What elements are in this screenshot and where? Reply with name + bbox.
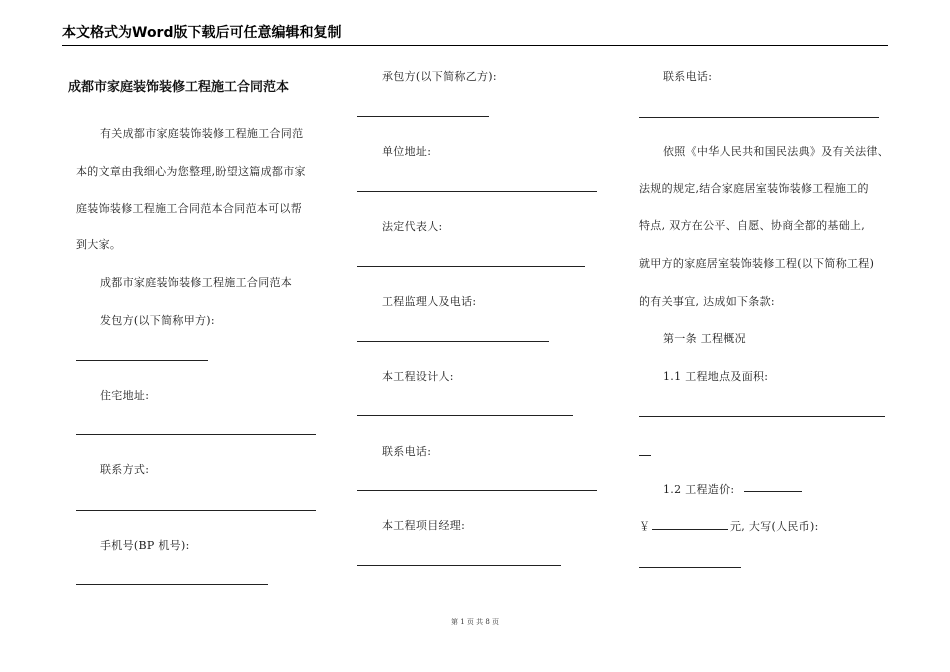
intro-line-4: 到大家。 xyxy=(76,238,122,251)
article-1-heading: 第一条 工程概况 xyxy=(663,332,746,345)
designer-label: 本工程设计人: xyxy=(382,370,454,383)
unit-address-blank xyxy=(357,191,597,192)
party-a-label: 发包方(以下简称甲方): xyxy=(100,314,215,327)
party-b-label: 承包方(以下简称乙方): xyxy=(382,70,497,83)
supervisor-label: 工程监理人及电话: xyxy=(382,295,477,308)
intro-line-3: 庭装饰装修工程施工合同范本合同范本可以帮 xyxy=(76,202,302,215)
legal-rep-blank xyxy=(357,266,585,267)
intro-line-1: 有关成都市家庭装饰装修工程施工合同范 xyxy=(100,127,304,140)
unit-address-label: 单位地址: xyxy=(382,145,432,158)
contact-blank xyxy=(76,510,316,511)
phone-blank-c xyxy=(639,117,879,118)
para-line-5: 的有关事宜, 达成如下条款: xyxy=(639,295,775,308)
para-line-2: 法规的规定,结合家庭居室装饰装修工程施工的 xyxy=(639,182,869,195)
header-title: 本文格式为Word版下载后可任意编辑和复制 xyxy=(62,25,342,41)
para-line-4: 就甲方的家庭居室装饰装修工程(以下简称工程) xyxy=(639,257,875,270)
para-line-3: 特点, 双方在公平、自愿、协商全都的基础上, xyxy=(639,219,866,232)
contact-label: 联系方式: xyxy=(100,463,150,476)
party-a-blank xyxy=(76,360,208,361)
manager-label: 本工程项目经理: xyxy=(382,519,466,532)
page-number: 第 1 页 共 8 页 xyxy=(450,618,500,626)
designer-blank xyxy=(357,415,573,416)
item-1-2-label: 1.2 工程造价: xyxy=(663,483,735,496)
intro-line-2: 本的文章由我细心为您整理,盼望这篇成都市家 xyxy=(76,165,306,178)
item-1-1-blank-cont xyxy=(639,455,651,456)
phone-label-b: 联系电话: xyxy=(382,445,432,458)
mobile-blank xyxy=(76,584,268,585)
home-address-blank xyxy=(76,434,316,435)
yuan-daxie-label: 元, 大写(人民币): xyxy=(730,520,819,533)
supervisor-blank xyxy=(357,341,549,342)
para-line-1: 依照《中华人民共和国民法典》及有关法律、 xyxy=(663,145,889,158)
mobile-label: 手机号(BP 机号): xyxy=(100,539,190,552)
legal-rep-label: 法定代表人: xyxy=(382,220,443,233)
yen-amount-blank xyxy=(652,529,728,530)
page-header xyxy=(62,20,888,46)
manager-blank xyxy=(357,565,561,566)
item-1-1-label: 1.1 工程地点及面积: xyxy=(663,370,769,383)
yen-sign: ￥ xyxy=(639,520,651,533)
party-b-blank xyxy=(357,116,489,117)
contract-subtitle: 成都市家庭装饰装修工程施工合同范本 xyxy=(100,276,293,289)
item-1-2-blank xyxy=(744,491,802,492)
home-address-label: 住宅地址: xyxy=(100,389,150,402)
phone-blank-b xyxy=(357,490,597,491)
phone-label-c: 联系电话: xyxy=(663,70,713,83)
daxie-blank xyxy=(639,567,741,568)
document-title: 成都市家庭装饰装修工程施工合同范本 xyxy=(68,80,290,95)
item-1-1-blank xyxy=(639,416,885,417)
